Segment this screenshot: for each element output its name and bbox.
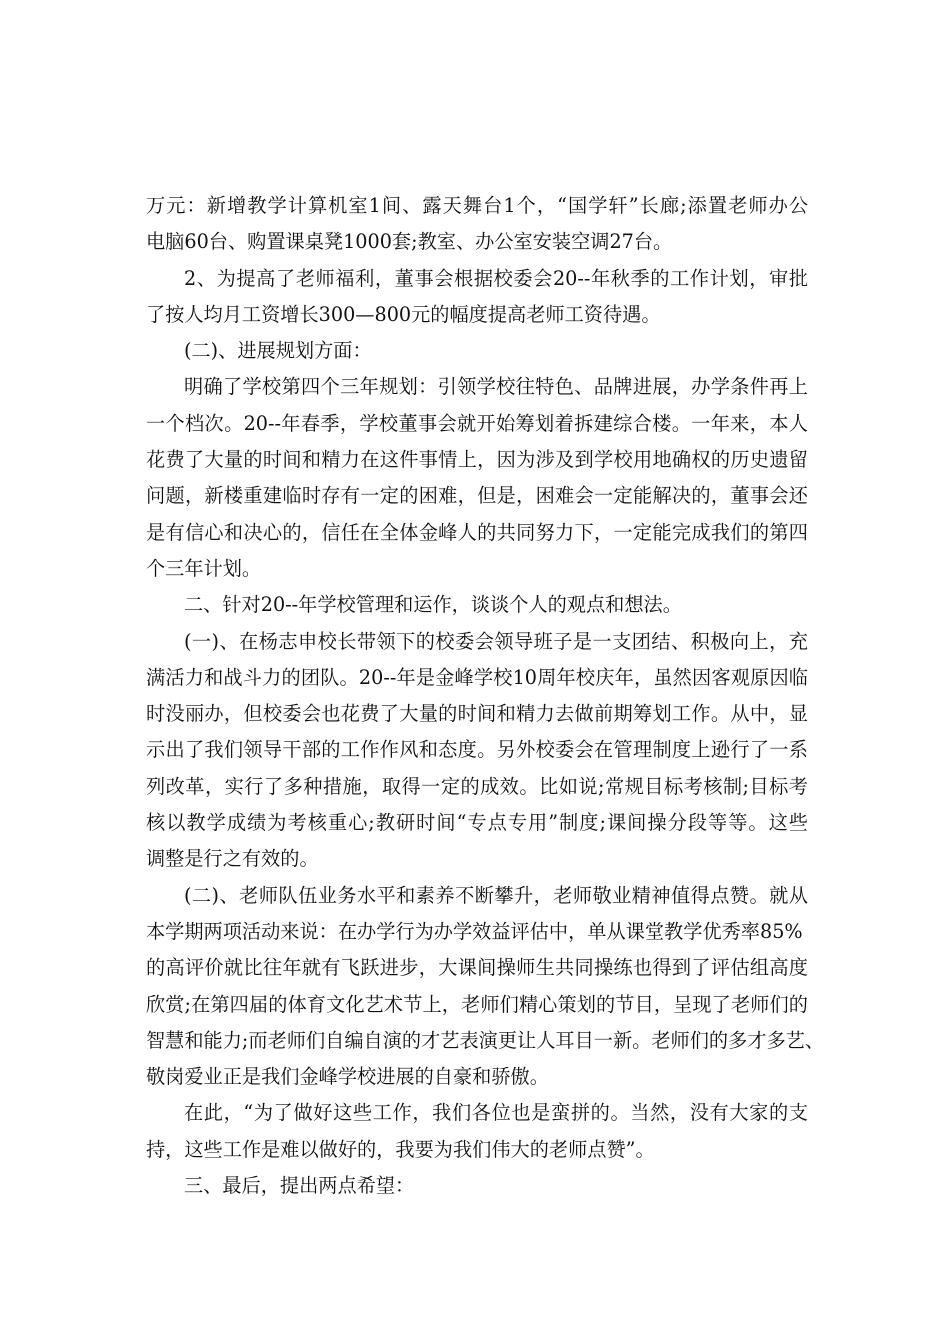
text-line: 敬岗爱业正是我们金峰学校进展的自豪和骄傲。 — [146, 1065, 549, 1089]
text-line: 欣赏;在第四届的体育文化艺术节上，老师们精心策划的节目，呈现了老师们的 — [146, 992, 808, 1016]
text-line: 智慧和能力;而老师们自编自演的才艺表演更让人耳目一新。老师们的多才多艺、 — [146, 1028, 825, 1052]
document-body — [146, 188, 825, 1204]
text-line: 了按人均月工资增长300—800元的幅度提高老师工资待遇。 — [146, 302, 661, 326]
text-line: 列改革，实行了多种措施，取得一定的成效。比如说;常规目标考核制;目标考 — [146, 774, 808, 798]
section-heading: 二、针对20--年学校管理和运作，谈谈个人的观点和想法。 — [184, 593, 682, 617]
paragraph-start-line: 2、为提高了老师福利，董事会根据校委会20--年秋季的工作计划，审批 — [184, 266, 808, 290]
text-line: 调整是行之有效的。 — [146, 847, 319, 871]
text-line: 个三年计划。 — [146, 556, 262, 580]
text-line: 的高评价就比往年就有飞跃进步，大课间操师生共同操练也得到了评估组高度 — [146, 956, 808, 980]
text-line: 电脑60台、购置课桌凳1000套;教室、办公室安装空调27台。 — [146, 230, 673, 254]
paragraph-start-line: 在此，“为了做好这些工作，我们各位也是蛮拼的。当然，没有大家的支 — [184, 1101, 808, 1125]
section-heading: (二)、进展规划方面： — [184, 339, 372, 363]
text-line: 满活力和战斗力的团队。20--年是金峰学校10周年校庆年，虽然因客观原因临 — [146, 665, 808, 689]
paragraph-start-line: 明确了学校第四个三年规划：引领学校往特色、品牌进展，办学条件再上 — [184, 375, 808, 399]
paragraph-start-line: (一)、在杨志申校长带领下的校委会领导班子是一支团结、积极向上，充 — [184, 629, 808, 653]
text-line: 本学期两项活动来说：在办学行为办学效益评估中，单从课堂教学优秀率85% — [146, 919, 803, 943]
text-line: 时没丽办，但校委会也花费了大量的时间和精力去做前期筹划工作。从中，显 — [146, 702, 808, 726]
text-line: 问题，新楼重建临时存有一定的困难，但是，困难会一定能解决的，董事会还 — [146, 484, 808, 508]
section-heading: 三、最后，提出两点希望： — [184, 1174, 415, 1198]
text-line: 核以教学成绩为考核重心;教研时间“专点专用”制度;课间操分段等等。这些 — [146, 811, 808, 835]
text-line: 万元：新增教学计算机室1间、露天舞台1个，“国学轩”长廊;添置老师办公 — [146, 194, 808, 217]
text-line: 一个档次。20--年春季，学校董事会就开始筹划着拆建综合楼。一年来，本人 — [146, 411, 808, 435]
text-line: 是有信心和决心的，信任在全体金峰人的共同努力下，一定能完成我们的第四 — [146, 520, 808, 544]
paragraph-start-line: (二)、老师队伍业务水平和素养不断攀升，老师敬业精神值得点赞。就从 — [184, 883, 808, 907]
text-line: 花费了大量的时间和精力在这件事情上，因为涉及到学校用地确权的历史遗留 — [146, 448, 808, 472]
text-line: 示出了我们领导干部的工作作风和态度。另外校委会在管理制度上逊行了一系 — [146, 738, 808, 762]
text-line: 持，这些工作是难以做好的，我要为我们伟大的老师点赞”。 — [146, 1137, 655, 1161]
